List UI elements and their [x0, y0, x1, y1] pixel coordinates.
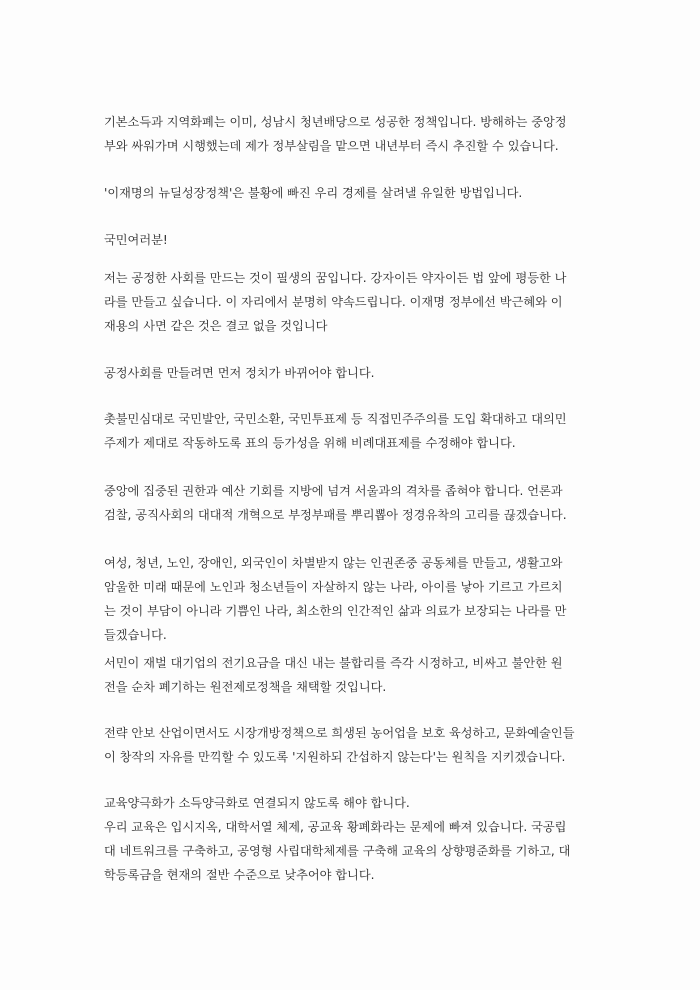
text-line: 여성, 청년, 노인, 장애인, 외국인이 차별받지 않는 인권존중 공동체를 만들고, 생활고와 — [104, 556, 563, 570]
text-line: 중앙에 집중된 권한과 예산 기회를 지방에 넘겨 서울과의 격차를 좁혀야 합니다. 언론과 — [104, 484, 563, 498]
text-line: 암울한 미래 때문에 노인과 청소년들이 자살하지 않는 나라, 아이를 낳아 기르고 가르치 — [104, 580, 563, 594]
paragraph — [104, 361, 604, 385]
text-line: 부와 싸워가며 시행했는데 제가 정부살림을 맡으면 내년부터 즉시 추진할 수 있습니다. — [104, 139, 559, 153]
text-line: 서민이 재벌 대기업의 전기요금을 대신 내는 불합리를 즉각 시정하고, 비싸고 불안한 원 — [104, 656, 563, 670]
text-line: 촛불민심대로 국민발안, 국민소환, 국민투표제 등 직접민주주의를 도입 확대하고 대의민 — [104, 412, 567, 426]
text-line: 는 것이 부담이 아니라 기쁨인 나라, 최소한의 인간적인 삶과 의료가 보장되는 나라를 만 — [104, 604, 567, 618]
paragraph — [104, 721, 604, 769]
paragraph — [104, 551, 604, 647]
text-line: 재용의 사면 같은 것은 결코 없을 것입니다 — [104, 319, 328, 333]
text-line: 전략 안보 산업이면서도 시장개방정책으로 희생된 농어업을 보호 육성하고, 문화예술인들 — [104, 726, 575, 740]
paragraph — [104, 651, 604, 699]
text-line: 학등록금을 현재의 절반 수준으로 낮추어야 합니다. — [104, 868, 375, 882]
text-line: 저는 공정한 사회를 만드는 것이 필생의 꿈입니다. 강자이든 약자이든 법 앞에 평등한 나 — [104, 271, 567, 285]
paragraph — [104, 266, 604, 338]
paragraph — [104, 110, 604, 158]
text-line: 공정사회를 만들려면 먼저 정치가 바뀌어야 합니다. — [104, 366, 375, 380]
text-line: 국민여러분! — [104, 233, 168, 247]
paragraph — [104, 228, 604, 252]
paragraph — [104, 181, 604, 205]
text-line: 대 네트워크를 구축하고, 공영형 사립대학체제를 구축해 교육의 상향평준화를 기하고, 대 — [104, 844, 571, 858]
text-line: 라를 만들고 싶습니다. 이 자리에서 분명히 약속드립니다. 이재명 정부에선 박근혜와 이 — [104, 295, 563, 309]
paragraph — [104, 407, 604, 455]
text-line: 기본소득과 지역화폐는 이미, 성남시 청년배당으로 성공한 정책입니다. 방해하는 중앙정 — [104, 115, 567, 129]
text-line: 우리 교육은 입시지옥, 대학서열 체제, 공교육 황폐화라는 문제에 빠져 있습니다. 국공립 — [104, 820, 567, 834]
text-line: 주제가 제대로 작동하도록 표의 등가성을 위해 비례대표제를 수정해야 합니다. — [104, 436, 516, 450]
text-line: 검찰, 공직사회의 대대적 개혁으로 부정부패를 뿌리뽑아 정경유착의 고리를 끊겠습니다. — [104, 508, 567, 522]
text-line: 들겠습니다. — [104, 628, 167, 642]
text-line: '이재명의 뉴딜성장정책'은 불황에 빠진 우리 경제를 살려낼 유일한 방법입니다. — [104, 186, 523, 200]
paragraph — [104, 791, 604, 887]
text-line: 전을 순차 폐기하는 원전제로정책을 채택할 것입니다. — [104, 680, 387, 694]
text-line: 이 창작의 자유를 만끽할 수 있도록 '지원하되 간섭하지 않는다'는 원칙을 지키겠습니다. — [104, 750, 566, 764]
paragraph — [104, 479, 604, 527]
text-line: 교육양극화가 소득양극화로 연결되지 않도록 해야 합니다. — [104, 796, 410, 810]
